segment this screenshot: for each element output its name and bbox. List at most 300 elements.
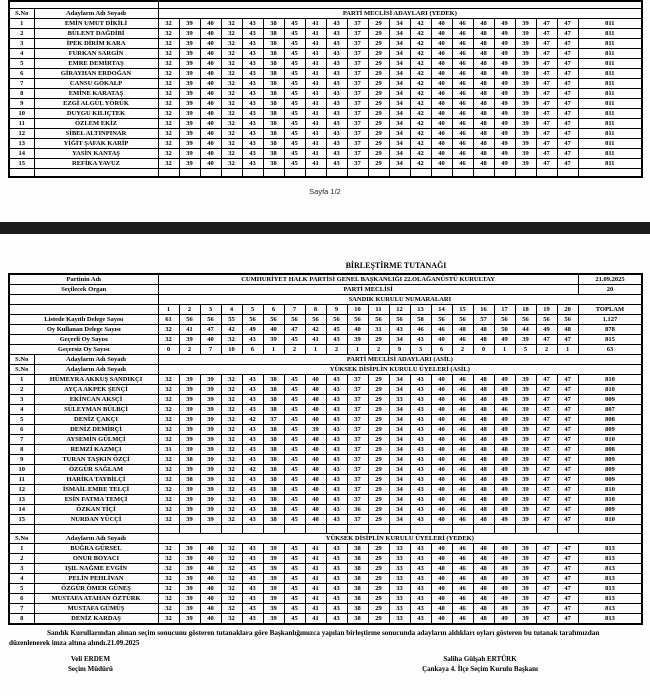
stat-value-cell: 56 [368, 315, 389, 325]
vote-cell: 32 [158, 108, 179, 118]
vote-cell: 29 [368, 118, 389, 128]
vote-cell: 47 [536, 564, 557, 574]
candidate-name-cell: FURKAN SARGİN [34, 48, 158, 58]
vote-cell: 40 [200, 78, 221, 88]
vote-cell: 43 [242, 78, 263, 88]
vote-cell: 47 [536, 584, 557, 594]
empty-cell [34, 168, 158, 177]
stat-value-cell: 43 [326, 335, 347, 345]
empty-cell [452, 168, 473, 177]
vote-cell: 47 [557, 148, 578, 158]
vote-cell: 43 [326, 614, 347, 625]
vote-cell: 39 [515, 98, 536, 108]
total-cell: 811 [578, 118, 642, 128]
sno-cell: 4 [9, 574, 34, 584]
vote-cell: 45 [284, 455, 305, 465]
stat-value-cell: 2 [368, 345, 389, 355]
vote-cell: 42 [410, 28, 431, 38]
vote-cell: 29 [368, 574, 389, 584]
vote-cell: 48 [473, 435, 494, 445]
candidate-name-cell: ONUR BOYACI [34, 554, 158, 564]
stat-value-cell: 2 [536, 345, 557, 355]
vote-cell: 47 [536, 385, 557, 395]
stat-value-cell: 42 [221, 325, 242, 335]
total-cell: 811 [578, 48, 642, 58]
vote-cell: 40 [305, 475, 326, 485]
vote-cell: 43 [326, 148, 347, 158]
vote-cell: 45 [284, 584, 305, 594]
vote-cell: 33 [389, 574, 410, 584]
vote-cell: 39 [263, 614, 284, 625]
empty-cell [557, 168, 578, 177]
vote-cell: 49 [494, 395, 515, 405]
vote-cell: 43 [242, 485, 263, 495]
vote-cell: 32 [158, 118, 179, 128]
vote-cell: 40 [200, 594, 221, 604]
vote-cell: 49 [494, 475, 515, 485]
vote-cell: 32 [158, 574, 179, 584]
vote-cell: 46 [452, 68, 473, 78]
vote-cell: 32 [221, 564, 242, 574]
sno-cell: 6 [9, 594, 34, 604]
vote-cell: 37 [347, 28, 368, 38]
stat-value-cell: 39 [263, 335, 284, 345]
vote-cell: 37 [347, 465, 368, 475]
empty-cell [494, 525, 515, 534]
vote-cell: 32 [158, 18, 179, 28]
total-cell: 809 [578, 455, 642, 465]
vote-cell: 48 [473, 564, 494, 574]
vote-cell: 40 [431, 495, 452, 505]
total-cell: 811 [578, 88, 642, 98]
vote-cell: 38 [179, 475, 200, 485]
vote-cell: 39 [200, 435, 221, 445]
vote-cell: 38 [263, 88, 284, 98]
vote-cell: 40 [431, 158, 452, 168]
vote-cell: 32 [158, 475, 179, 485]
vote-cell: 38 [263, 475, 284, 485]
vote-cell: 47 [557, 158, 578, 168]
empty-cell [242, 168, 263, 177]
candidate-name-cell: HÜMEYRA AKKUŞ SANDIKÇI [34, 375, 158, 385]
vote-cell: 32 [221, 48, 242, 58]
vote-cell: 46 [452, 108, 473, 118]
vote-cell: 40 [305, 515, 326, 525]
vote-cell: 32 [221, 594, 242, 604]
total-cell: 813 [578, 544, 642, 554]
vote-cell: 39 [515, 158, 536, 168]
vote-cell: 29 [368, 158, 389, 168]
vote-cell: 49 [494, 485, 515, 495]
vote-cell: 39 [179, 58, 200, 68]
vote-cell: 32 [221, 405, 242, 415]
vote-cell: 29 [368, 475, 389, 485]
vote-cell: 48 [473, 98, 494, 108]
vote-cell: 40 [305, 375, 326, 385]
closing-statement: Sandık Kurullarından alınan seçim sonucunu gösteren tutanaklara göre Başkanlığımızca yapılan birleştirme sonucunda adayların aldıkları oyları gösteren bu tutanak tarafımızdan düzenlenerek imza altına alındı.21.09.2025 [9, 629, 600, 647]
vote-cell: 45 [284, 554, 305, 564]
vote-cell: 40 [431, 138, 452, 148]
vote-cell: 39 [179, 594, 200, 604]
vote-cell: 45 [284, 88, 305, 98]
vote-cell: 39 [179, 405, 200, 415]
empty-cell [158, 525, 179, 534]
vote-cell: 48 [473, 475, 494, 485]
stat-value-cell: 49 [242, 325, 263, 335]
vote-cell: 33 [389, 544, 410, 554]
vote-cell: 39 [179, 128, 200, 138]
candidate-name-cell: ÖZGÜR SAĞLAM [34, 465, 158, 475]
vote-cell: 32 [221, 475, 242, 485]
empty-cell [284, 525, 305, 534]
vote-cell: 47 [557, 375, 578, 385]
stat-value-cell: 10 [221, 345, 242, 355]
vote-cell: 41 [305, 158, 326, 168]
vote-cell: 32 [221, 38, 242, 48]
stat-value-cell: 2 [452, 345, 473, 355]
vote-cell: 45 [284, 594, 305, 604]
candidate-name-cell: NURDAN YÜCÇİ [34, 515, 158, 525]
vote-cell: 46 [494, 405, 515, 415]
vote-cell: 40 [431, 425, 452, 435]
vote-cell: 47 [557, 405, 578, 415]
vote-cell: 40 [305, 495, 326, 505]
vote-cell: 39 [515, 38, 536, 48]
empty-cell [305, 525, 326, 534]
vote-cell: 37 [347, 158, 368, 168]
vote-cell: 32 [158, 78, 179, 88]
stat-value-cell: 1 [263, 345, 284, 355]
ballot-number-cell: 2 [179, 305, 200, 315]
vote-cell: 42 [410, 18, 431, 28]
stat-value-cell: 47 [200, 325, 221, 335]
stat-value-cell: 6 [242, 345, 263, 355]
section-header-row [9, 355, 642, 365]
section-title-cell: YÜKSEK DİSİPLİN KURULU ÜYELERİ (ASİL) [158, 365, 642, 375]
empty-cell [389, 525, 410, 534]
vote-cell: 41 [305, 148, 326, 158]
vote-cell: 41 [305, 128, 326, 138]
candidate-row [9, 28, 642, 38]
ballot-number-cell: 13 [410, 305, 431, 315]
vote-cell: 43 [242, 435, 263, 445]
vote-cell: 39 [263, 544, 284, 554]
stat-value-cell: 34 [389, 335, 410, 345]
vote-cell: 40 [431, 485, 452, 495]
vote-cell: 40 [200, 108, 221, 118]
vote-cell: 42 [242, 465, 263, 475]
vote-cell: 48 [473, 28, 494, 38]
vote-cell: 47 [536, 158, 557, 168]
total-cell: 808 [578, 415, 642, 425]
vote-cell: 34 [389, 475, 410, 485]
candidate-row [9, 138, 642, 148]
total-cell: 808 [578, 445, 642, 455]
vote-cell: 34 [389, 405, 410, 415]
vote-cell: 39 [515, 128, 536, 138]
vote-cell: 43 [326, 385, 347, 395]
page-number-label: Sayfa 1/2 [309, 187, 341, 196]
vote-cell: 47 [557, 564, 578, 574]
vote-cell: 47 [536, 48, 557, 58]
ballot-number-cell: 8 [305, 305, 326, 315]
vote-cell: 46 [452, 614, 473, 625]
vote-cell: 32 [158, 148, 179, 158]
vote-cell: 39 [179, 98, 200, 108]
total-cell: 810 [578, 435, 642, 445]
vote-cell: 39 [200, 475, 221, 485]
vote-cell: 43 [326, 68, 347, 78]
vote-cell: 43 [242, 604, 263, 614]
vote-cell: 32 [221, 515, 242, 525]
vote-cell: 49 [494, 108, 515, 118]
total-cell: 811 [578, 108, 642, 118]
vote-cell: 45 [284, 58, 305, 68]
stat-value-cell: 56 [284, 315, 305, 325]
vote-cell: 37 [263, 415, 284, 425]
vote-cell: 48 [473, 108, 494, 118]
empty-cell [9, 525, 34, 534]
empty-row [9, 168, 642, 177]
vote-cell: 45 [284, 118, 305, 128]
ballot-number-cell: 20 [557, 305, 578, 315]
vote-cell: 37 [347, 68, 368, 78]
vote-cell: 34 [389, 58, 410, 68]
vote-cell: 37 [347, 405, 368, 415]
vote-cell: 46 [452, 28, 473, 38]
vote-cell: 37 [347, 118, 368, 128]
vote-cell: 48 [473, 584, 494, 594]
vote-cell: 47 [557, 128, 578, 138]
vote-cell: 47 [536, 614, 557, 625]
vote-cell: 29 [368, 405, 389, 415]
vote-cell: 31 [158, 445, 179, 455]
vote-cell: 43 [242, 128, 263, 138]
vote-cell: 47 [536, 118, 557, 128]
vote-cell: 46 [452, 48, 473, 58]
empty-cell [263, 168, 284, 177]
candidate-name-cell: PELİN PEHLİVAN [34, 574, 158, 584]
empty-cell [410, 525, 431, 534]
vote-cell: 39 [515, 28, 536, 38]
candidate-row [9, 68, 642, 78]
vote-cell: 33 [389, 395, 410, 405]
vote-cell: 45 [284, 604, 305, 614]
stat-row [9, 315, 642, 325]
vote-cell: 47 [557, 554, 578, 564]
vote-cell: 43 [242, 138, 263, 148]
stat-value-cell: 39 [179, 335, 200, 345]
vote-cell: 38 [263, 128, 284, 138]
vote-cell: 43 [410, 505, 431, 515]
vote-cell: 39 [515, 138, 536, 148]
vote-cell: 45 [284, 495, 305, 505]
vote-cell: 32 [221, 445, 242, 455]
empty-cell [9, 168, 34, 177]
vote-cell: 39 [263, 564, 284, 574]
sno-cell: 2 [9, 28, 34, 38]
ballot-number-cell: 9 [326, 305, 347, 315]
vote-cell: 39 [179, 138, 200, 148]
vote-cell: 40 [200, 158, 221, 168]
stat-value-cell: 49 [536, 325, 557, 335]
stat-value-cell: 56 [200, 315, 221, 325]
vote-cell: 40 [305, 415, 326, 425]
vote-cell: 39 [515, 385, 536, 395]
vote-cell: 47 [536, 485, 557, 495]
vote-cell: 43 [326, 594, 347, 604]
vote-cell: 43 [326, 88, 347, 98]
vote-cell: 39 [515, 614, 536, 625]
candidate-row [9, 158, 642, 168]
vote-cell: 29 [368, 594, 389, 604]
candidate-name-cell: YASİN KANTAŞ [34, 148, 158, 158]
vote-cell: 34 [389, 98, 410, 108]
sno-cell: 4 [9, 405, 34, 415]
ballot-number-cell: 6 [263, 305, 284, 315]
empty-cell [368, 168, 389, 177]
vote-cell: 37 [347, 415, 368, 425]
vote-cell: 39 [515, 148, 536, 158]
vote-cell: 43 [410, 455, 431, 465]
vote-cell: 47 [557, 68, 578, 78]
vote-cell: 39 [179, 158, 200, 168]
candidate-row [9, 584, 642, 594]
vote-cell: 39 [179, 38, 200, 48]
empty-cell [200, 525, 221, 534]
vote-cell: 43 [326, 128, 347, 138]
stat-value-cell: 0 [158, 345, 179, 355]
vote-cell: 38 [263, 58, 284, 68]
vote-cell: 29 [368, 385, 389, 395]
vote-cell: 39 [263, 604, 284, 614]
vote-cell: 43 [242, 395, 263, 405]
candidate-name-cell: DENİZ KARDAŞ [34, 614, 158, 625]
vote-cell: 40 [431, 38, 452, 48]
stat-row [9, 335, 642, 345]
vote-cell: 47 [557, 88, 578, 98]
info-row [9, 285, 642, 295]
vote-cell: 49 [494, 415, 515, 425]
vote-cell: 38 [263, 98, 284, 108]
stat-value-cell: 56 [431, 315, 452, 325]
vote-cell: 32 [221, 158, 242, 168]
vote-cell: 40 [200, 18, 221, 28]
vote-cell: 43 [242, 515, 263, 525]
section-header-row [9, 8, 642, 18]
vote-cell: 39 [179, 495, 200, 505]
vote-cell: 42 [410, 158, 431, 168]
stat-value-cell: 58 [410, 315, 431, 325]
vote-cell: 43 [242, 405, 263, 415]
vote-cell: 40 [431, 515, 452, 525]
vote-cell: 39 [179, 385, 200, 395]
vote-cell: 40 [431, 465, 452, 475]
vote-cell: 39 [179, 108, 200, 118]
vote-cell: 38 [179, 455, 200, 465]
vote-cell: 43 [242, 18, 263, 28]
vote-cell: 41 [305, 544, 326, 554]
candidate-name-cell: AYSEMİN GÜLMÇİ [34, 435, 158, 445]
vote-cell: 46 [452, 515, 473, 525]
vote-cell: 43 [242, 385, 263, 395]
ballot-number-row [9, 305, 642, 315]
vote-cell: 43 [326, 495, 347, 505]
stat-value-cell: 29 [368, 335, 389, 345]
vote-cell: 43 [242, 544, 263, 554]
vote-cell: 47 [536, 574, 557, 584]
stat-value-cell: 48 [452, 325, 473, 335]
vote-cell: 34 [389, 28, 410, 38]
vote-cell: 38 [263, 425, 284, 435]
stat-value-cell: 5 [515, 345, 536, 355]
vote-cell: 32 [221, 495, 242, 505]
vote-cell: 45 [284, 385, 305, 395]
ballot-number-cell: 12 [389, 305, 410, 315]
vote-cell: 47 [557, 435, 578, 445]
candidate-name-cell: EZGİ ALGÜL YÖRÜK [34, 98, 158, 108]
vote-cell: 29 [368, 88, 389, 98]
candidate-name-cell: GİRAYHAN ERDOĞAN [34, 68, 158, 78]
stat-value-cell: 56 [242, 315, 263, 325]
stat-value-cell: 56 [263, 315, 284, 325]
candidate-name-cell: CANSU GÖKALP [34, 78, 158, 88]
vote-cell: 39 [200, 385, 221, 395]
total-cell: 810 [578, 385, 642, 395]
vote-cell: 29 [368, 18, 389, 28]
stat-value-cell: 56 [347, 315, 368, 325]
vote-cell: 40 [305, 395, 326, 405]
total-cell: 813 [578, 564, 642, 574]
vote-cell: 32 [221, 78, 242, 88]
ballot-number-cell: 1 [158, 305, 179, 315]
vote-cell: 45 [284, 128, 305, 138]
vote-cell: 37 [347, 455, 368, 465]
vote-cell: 49 [494, 594, 515, 604]
vote-cell: 37 [347, 108, 368, 118]
stat-total-cell: 63 [578, 345, 642, 355]
stat-value-cell: 47 [536, 335, 557, 345]
vote-cell: 34 [389, 128, 410, 138]
vote-cell: 34 [389, 148, 410, 158]
vote-cell: 32 [221, 128, 242, 138]
vote-cell: 32 [158, 98, 179, 108]
vote-cell: 43 [242, 38, 263, 48]
vote-cell: 38 [263, 158, 284, 168]
stat-value-cell: 50 [494, 325, 515, 335]
vote-cell: 46 [452, 505, 473, 515]
empty-cell [221, 525, 242, 534]
total-cell: 811 [578, 78, 642, 88]
vote-cell: 37 [347, 385, 368, 395]
total-header-cell: TOPLAM [578, 305, 642, 315]
vote-cell: 29 [368, 515, 389, 525]
stat-value-cell: 7 [200, 345, 221, 355]
vote-cell: 38 [347, 574, 368, 584]
vote-cell: 32 [158, 604, 179, 614]
sno-cell: 1 [9, 18, 34, 28]
vote-cell: 38 [263, 48, 284, 58]
vote-cell: 40 [431, 48, 452, 58]
vote-cell: 41 [305, 38, 326, 48]
vote-cell: 41 [305, 584, 326, 594]
sno-cell: 6 [9, 68, 34, 78]
vote-cell: 43 [242, 88, 263, 98]
vote-cell: 43 [326, 455, 347, 465]
vote-cell: 37 [347, 515, 368, 525]
stat-value-cell: 39 [515, 335, 536, 345]
candidate-name-cell: SÜLEYMAN BÜLBÇİ [34, 405, 158, 415]
